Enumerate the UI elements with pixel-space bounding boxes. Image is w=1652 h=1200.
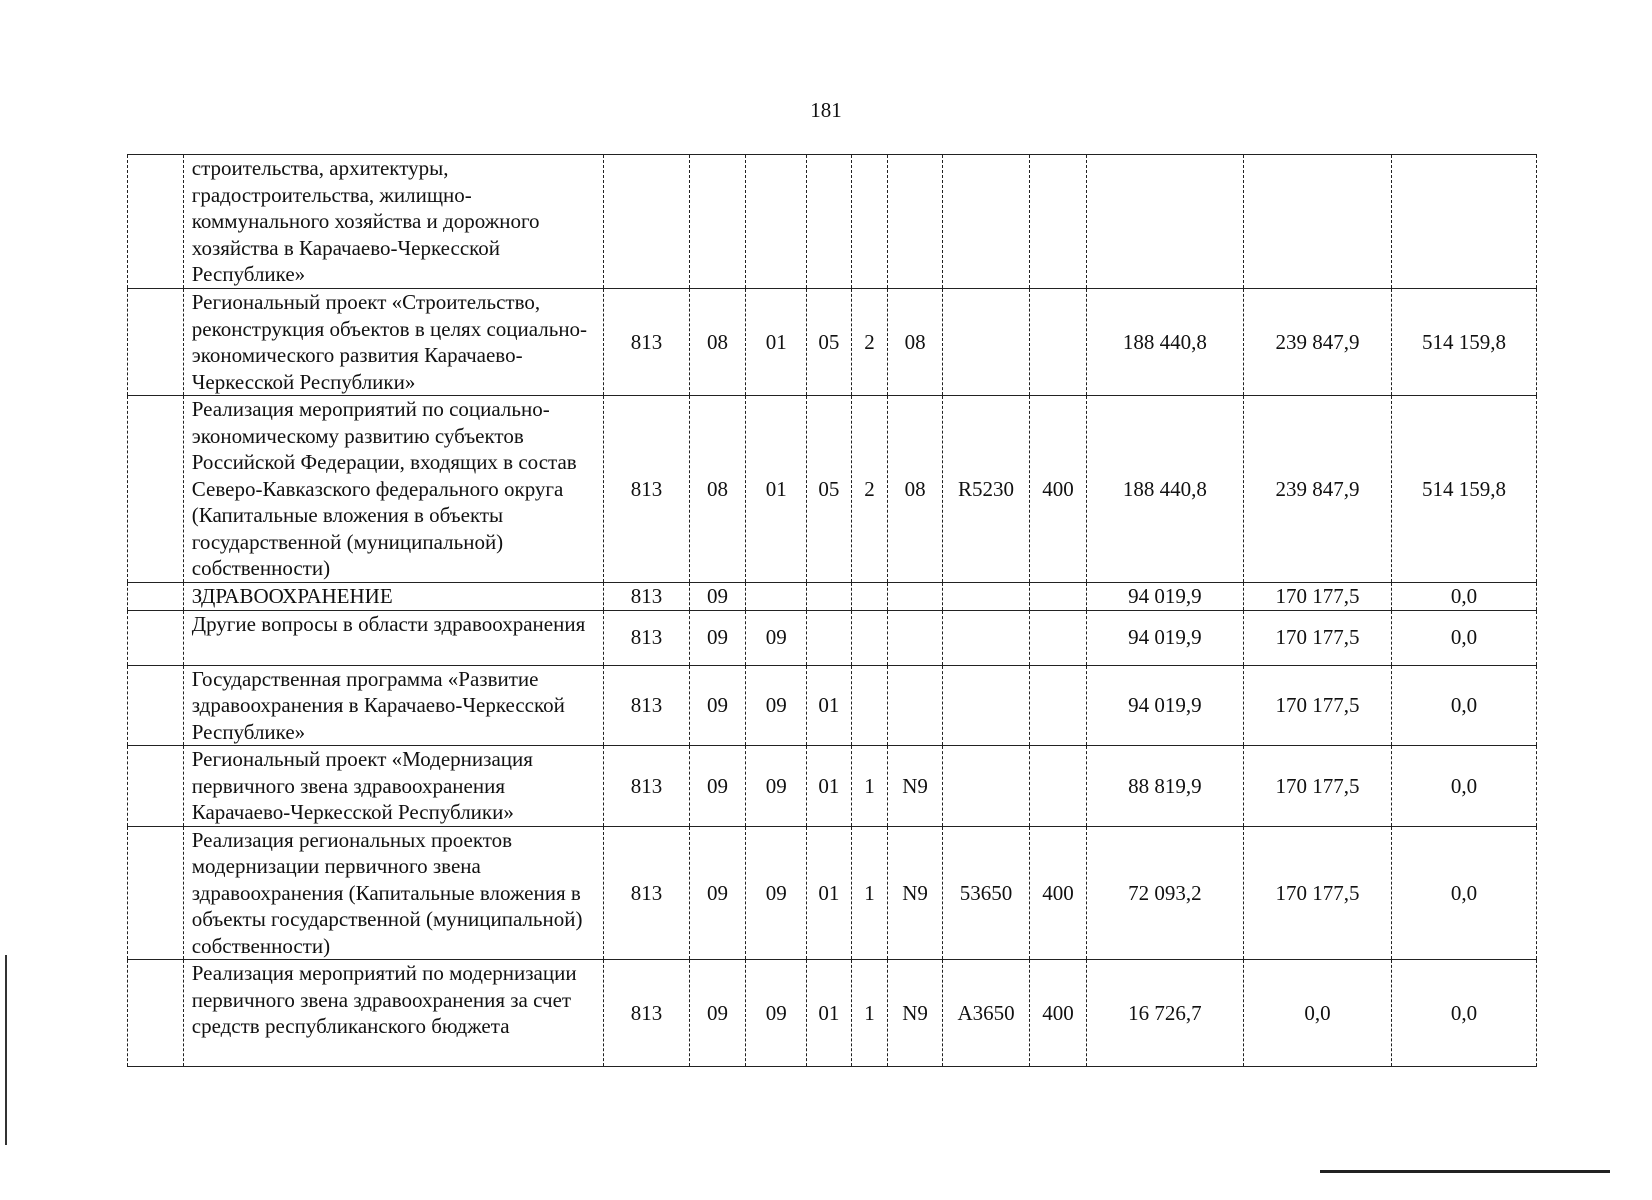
pr-cell: 01 [746,289,807,396]
row-name-cell: Реализация мероприятий по социально-экономическому развитию субъектов Российской Федерации, входящих в состав Северо-Кавказского федерального округа (Капитальные вложения в объекты государственной (муниципальной) собственности) [183,396,604,583]
subprogram-cell: 1 [851,826,887,960]
pr-cell: 09 [746,610,807,665]
row-name-cell: строительства, архитектуры, градостроительства, жилищно-коммунального хозяйства и дорожного хозяйства в Карачаево-Черкесской Республике» [183,155,604,289]
row-number-cell [128,155,184,289]
program-cell: 01 [807,746,852,827]
expense-type-cell: 400 [1030,826,1087,960]
subprogram-cell: 1 [851,746,887,827]
amount-year2-cell [1243,155,1391,289]
amount-year1-cell: 16 726,7 [1086,960,1243,1067]
program-cell [807,610,852,665]
program-cell [807,155,852,289]
row-name-cell: Другие вопросы в области здравоохранения [183,610,604,665]
rz-cell: 09 [689,960,746,1067]
table-row [128,155,1537,289]
direction-cell: R5230 [942,396,1029,583]
direction-cell: А3650 [942,960,1029,1067]
pr-cell: 09 [746,826,807,960]
direction-cell [942,746,1029,827]
direction-cell [942,155,1029,289]
amount-year3-cell: 0,0 [1391,665,1536,746]
program-cell: 01 [807,826,852,960]
row-number-cell [128,665,184,746]
row-number-cell [128,610,184,665]
amount-year2-cell: 170 177,5 [1243,583,1391,611]
amount-year2-cell: 170 177,5 [1243,826,1391,960]
row-name-cell: ЗДРАВООХРАНЕНИЕ [183,583,604,611]
expense-type-cell: 400 [1030,960,1087,1067]
direction-cell [942,665,1029,746]
row-name-cell: Региональный проект «Модернизация первичного звена здравоохранения Карачаево-Черкесской Республики» [183,746,604,827]
project-cell: 08 [888,396,943,583]
amount-year1-cell: 94 019,9 [1086,665,1243,746]
row-number-cell [128,583,184,611]
direction-cell [942,583,1029,611]
ved-cell [604,155,689,289]
table-row [128,583,1537,611]
subprogram-cell [851,583,887,611]
amount-year2-cell: 239 847,9 [1243,289,1391,396]
row-name-cell: Реализация мероприятий по модернизации первичного звена здравоохранения за счет средств республиканского бюджета [183,960,604,1067]
project-cell: N9 [888,826,943,960]
ved-cell: 813 [604,289,689,396]
amount-year3-cell: 0,0 [1391,960,1536,1067]
expense-type-cell [1030,155,1087,289]
amount-year3-cell: 0,0 [1391,610,1536,665]
row-name-cell: Региональный проект «Строительство, реконструкция объектов в целях социально-экономического развития Карачаево-Черкесской Республики» [183,289,604,396]
expense-type-cell [1030,746,1087,827]
amount-year1-cell: 88 819,9 [1086,746,1243,827]
program-cell: 05 [807,289,852,396]
amount-year1-cell: 188 440,8 [1086,289,1243,396]
program-cell: 01 [807,665,852,746]
expense-type-cell [1030,665,1087,746]
amount-year3-cell: 514 159,8 [1391,396,1536,583]
pr-cell: 01 [746,396,807,583]
ved-cell: 813 [604,610,689,665]
table-row [128,826,1537,960]
program-cell: 05 [807,396,852,583]
amount-year3-cell: 0,0 [1391,746,1536,827]
rz-cell: 09 [689,665,746,746]
amount-year2-cell: 239 847,9 [1243,396,1391,583]
rz-cell: 09 [689,826,746,960]
subprogram-cell [851,665,887,746]
program-cell: 01 [807,960,852,1067]
amount-year2-cell: 170 177,5 [1243,610,1391,665]
scan-edge-line [5,955,7,1145]
subprogram-cell [851,155,887,289]
amount-year3-cell [1391,155,1536,289]
page-number: 181 [810,98,842,122]
amount-year3-cell: 0,0 [1391,826,1536,960]
project-cell [888,155,943,289]
table-row [128,610,1537,665]
row-number-cell [128,960,184,1067]
amount-year1-cell: 188 440,8 [1086,396,1243,583]
direction-cell: 53650 [942,826,1029,960]
table-row [128,960,1537,1067]
amount-year2-cell: 0,0 [1243,960,1391,1067]
table-row [128,396,1537,583]
row-name-cell: Государственная программа «Развитие здравоохранения в Карачаево-Черкесской Республике» [183,665,604,746]
row-number-cell [128,396,184,583]
project-cell: 08 [888,289,943,396]
project-cell [888,665,943,746]
row-number-cell [128,289,184,396]
project-cell: N9 [888,746,943,827]
budget-table [127,154,1537,1067]
subprogram-cell: 2 [851,396,887,583]
expense-type-cell [1030,289,1087,396]
pr-cell: 09 [746,665,807,746]
ved-cell: 813 [604,826,689,960]
amount-year3-cell: 514 159,8 [1391,289,1536,396]
rz-cell: 09 [689,610,746,665]
subprogram-cell [851,610,887,665]
ved-cell: 813 [604,396,689,583]
subprogram-cell: 2 [851,289,887,396]
amount-year1-cell [1086,155,1243,289]
project-cell: N9 [888,960,943,1067]
table-row [128,665,1537,746]
table-row [128,289,1537,396]
ved-cell: 813 [604,665,689,746]
amount-year1-cell: 72 093,2 [1086,826,1243,960]
amount-year2-cell: 170 177,5 [1243,665,1391,746]
expense-type-cell [1030,610,1087,665]
rz-cell: 09 [689,746,746,827]
amount-year1-cell: 94 019,9 [1086,610,1243,665]
rz-cell: 08 [689,396,746,583]
subprogram-cell: 1 [851,960,887,1067]
pr-cell: 09 [746,746,807,827]
pr-cell: 09 [746,960,807,1067]
table-row [128,746,1537,827]
ved-cell: 813 [604,746,689,827]
row-name-cell: Реализация региональных проектов модернизации первичного звена здравоохранения (Капитальные вложения в объекты государственной (муниципальной) собственности) [183,826,604,960]
amount-year3-cell: 0,0 [1391,583,1536,611]
row-number-cell [128,746,184,827]
pr-cell [746,583,807,611]
row-number-cell [128,826,184,960]
rz-cell [689,155,746,289]
rz-cell: 08 [689,289,746,396]
rz-cell: 09 [689,583,746,611]
expense-type-cell [1030,583,1087,611]
ved-cell: 813 [604,583,689,611]
direction-cell [942,289,1029,396]
amount-year2-cell: 170 177,5 [1243,746,1391,827]
footer-rule [1320,1170,1610,1173]
pr-cell [746,155,807,289]
direction-cell [942,610,1029,665]
amount-year1-cell: 94 019,9 [1086,583,1243,611]
project-cell [888,583,943,611]
project-cell [888,610,943,665]
program-cell [807,583,852,611]
expense-type-cell: 400 [1030,396,1087,583]
ved-cell: 813 [604,960,689,1067]
